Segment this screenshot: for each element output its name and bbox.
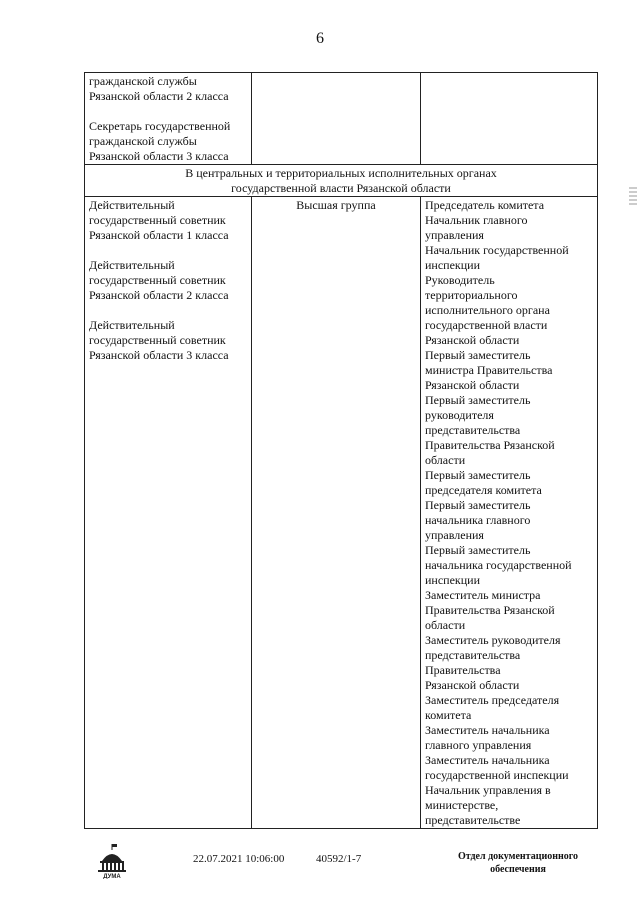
text-line: Первый заместитель: [425, 468, 531, 482]
text-line: Секретарь государственной: [89, 119, 231, 133]
text-line: исполнительного органа: [425, 303, 550, 317]
text-line: государственный советник: [89, 273, 226, 287]
footer-reg-number: 40592/1-7: [316, 853, 362, 865]
text-line: Правительства Рязанской: [425, 438, 555, 452]
text-line: инспекции: [425, 573, 481, 587]
text-line: территориального: [425, 288, 518, 302]
line-gap: [89, 303, 247, 318]
text-line: управления: [425, 228, 484, 242]
section-header-row: [85, 165, 598, 197]
text-line: Рязанской области 3 класса: [89, 348, 229, 362]
text-line: Руководитель: [425, 273, 495, 287]
top-row-col1: [85, 73, 252, 165]
text-line: Правительства Рязанской: [425, 603, 555, 617]
text-line: гражданской службы: [89, 74, 197, 88]
text-line: Рязанской области 2 класса: [89, 89, 229, 103]
text-line: инспекции: [425, 258, 481, 272]
text-line: Заместитель председателя: [425, 693, 560, 707]
text-line: Рязанской области 3 класса: [89, 149, 229, 163]
group-cell: [252, 197, 421, 829]
top-row-col3: [421, 73, 598, 165]
text-line: управления: [425, 528, 484, 542]
text-line: начальника государственной: [425, 558, 572, 572]
text-line: представительстве: [425, 813, 521, 827]
text-line: государственной инспекции: [425, 768, 569, 782]
text-line: представительства: [425, 648, 521, 662]
positions-table: [84, 72, 598, 829]
text-line: Начальник управления в: [425, 783, 551, 797]
text-line: председателя комитета: [425, 483, 542, 497]
text-line: главного управления: [425, 738, 532, 752]
text-line: Действительный: [89, 258, 175, 272]
duma-logo-icon: [96, 843, 128, 879]
text-line: представительства: [425, 423, 521, 437]
text-line: Первый заместитель: [425, 348, 531, 362]
scan-edge-mark: [628, 186, 638, 208]
text-line: Рязанской области: [425, 333, 520, 347]
text-line: государственной власти: [425, 318, 548, 332]
text-line: гражданской службы: [89, 134, 197, 148]
text-line: области: [425, 618, 466, 632]
positions-cell: [421, 197, 598, 829]
text-line: Первый заместитель: [425, 543, 531, 557]
line-gap: [89, 104, 247, 119]
positions-lines: [425, 198, 593, 828]
logo-text: ДУМА: [103, 874, 121, 879]
text-line: Заместитель начальника: [425, 723, 550, 737]
section-header-line: государственной власти Рязанской области: [231, 181, 451, 195]
class-rank-cell: [85, 197, 252, 829]
text-line: Рязанской области: [425, 378, 520, 392]
text-line: государственный советник: [89, 213, 226, 227]
text-line: Рязанской области: [425, 678, 520, 692]
section-header: [85, 165, 598, 197]
text-line: начальника главного: [425, 513, 531, 527]
footer-department-line: обеспечения: [490, 864, 546, 875]
text-line: министра Правительства: [425, 363, 553, 377]
text-line: Начальник государственной: [425, 243, 569, 257]
text-line: министерстве,: [425, 798, 499, 812]
text-line: комитета: [425, 708, 472, 722]
section-header-line: В центральных и территориальных исполнительных органах: [185, 166, 497, 180]
text-line: Заместитель руководителя: [425, 633, 561, 647]
text-line: Председатель комитета: [425, 198, 545, 212]
text-line: Рязанской области 1 класса: [89, 228, 229, 242]
text-line: Действительный: [89, 198, 175, 212]
text-line: Правительства: [425, 663, 501, 677]
text-line: Заместитель начальника: [425, 753, 550, 767]
top-row-col1-lines: [89, 74, 247, 164]
text-line: Начальник главного: [425, 213, 528, 227]
table-row: [85, 197, 598, 829]
group-label: Высшая группа: [296, 198, 376, 212]
text-line: Действительный: [89, 318, 175, 332]
class-rank-lines: [89, 198, 247, 363]
text-line: Первый заместитель: [425, 393, 531, 407]
footer-datetime: 22.07.2021 10:06:00: [193, 853, 285, 865]
footer-department-line: Отдел документационного: [457, 851, 579, 862]
top-row-col2: [252, 73, 421, 165]
page-number: 6: [316, 30, 324, 47]
text-line: государственный советник: [89, 333, 226, 347]
text-line: руководителя: [425, 408, 494, 422]
text-line: Рязанской области 2 класса: [89, 288, 229, 302]
footer-department: [438, 850, 598, 876]
table-row: [85, 73, 598, 165]
text-line: Заместитель министра: [425, 588, 541, 602]
text-line: Первый заместитель: [425, 498, 531, 512]
text-line: области: [425, 453, 466, 467]
line-gap: [89, 243, 247, 258]
